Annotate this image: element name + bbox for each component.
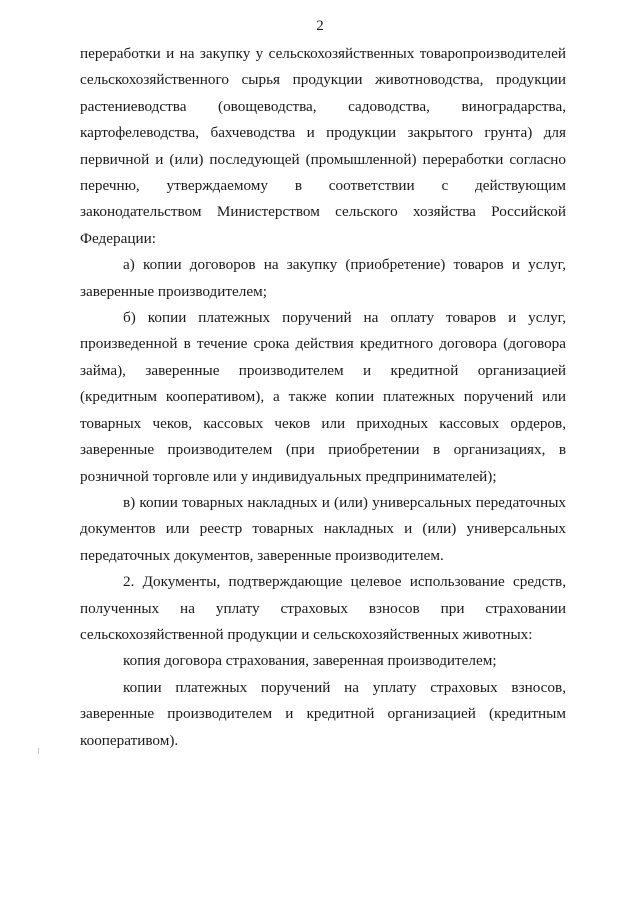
paragraph-section-2: 2. Документы, подтверждающие целевое использование средств, полученных на уплату страховых взносов при страховании сельскохозяйственной продукции и сельскохозяйственных животных: — [80, 573, 566, 643]
paragraph-payment-orders: копии платежных поручений на уплату страховых взносов, заверенные производителем и кредитной организацией (кредитным кооперативом). — [80, 678, 566, 749]
paragraph-insurance-contract: копия договора страхования, заверенная производителем; — [123, 652, 497, 670]
paragraph-item-v: в) копии товарных накладных и (или) универсальных передаточных документов или реестр товарных накладных и (или) универсальных передаточных документов, заверенные производителем. — [80, 493, 566, 564]
document-body — [80, 41, 566, 754]
paragraph-continuation: переработки и на закупку у сельскохозяйственных товаропроизводителей сельскохозяйственного сырья продукции животноводства, продукции растениеводства (овощеводства, садоводства, виноградарства, картофелеводства, бахчеводства и продукции закрытого грунта) для первичной и (или) последующей (промышленной) переработки согласно перечню, утверждаемому в соответствии с действующим законодательством Министерством сельского хозяйства Российской Федерации: — [80, 45, 566, 247]
paragraph-item-b: б) копии платежных поручений на оплату товаров и услуг, произведенной в течение срока действия кредитного договора (договора займа), заверенные производителем и кредитной организацией (кредитным кооперативом), а также копии платежных поручений или товарных чеков, кассовых чеков или приходных кассовых ордеров, заверенные производителем (при приобретении в организациях, в розничной торговле или у индивидуальных предпринимателей); — [80, 309, 566, 485]
page-number: 2 — [316, 18, 324, 34]
margin-mark — [38, 748, 39, 754]
paragraph-item-a: а) копии договоров на закупку (приобретение) товаров и услуг, заверенные производителем; — [80, 256, 566, 300]
